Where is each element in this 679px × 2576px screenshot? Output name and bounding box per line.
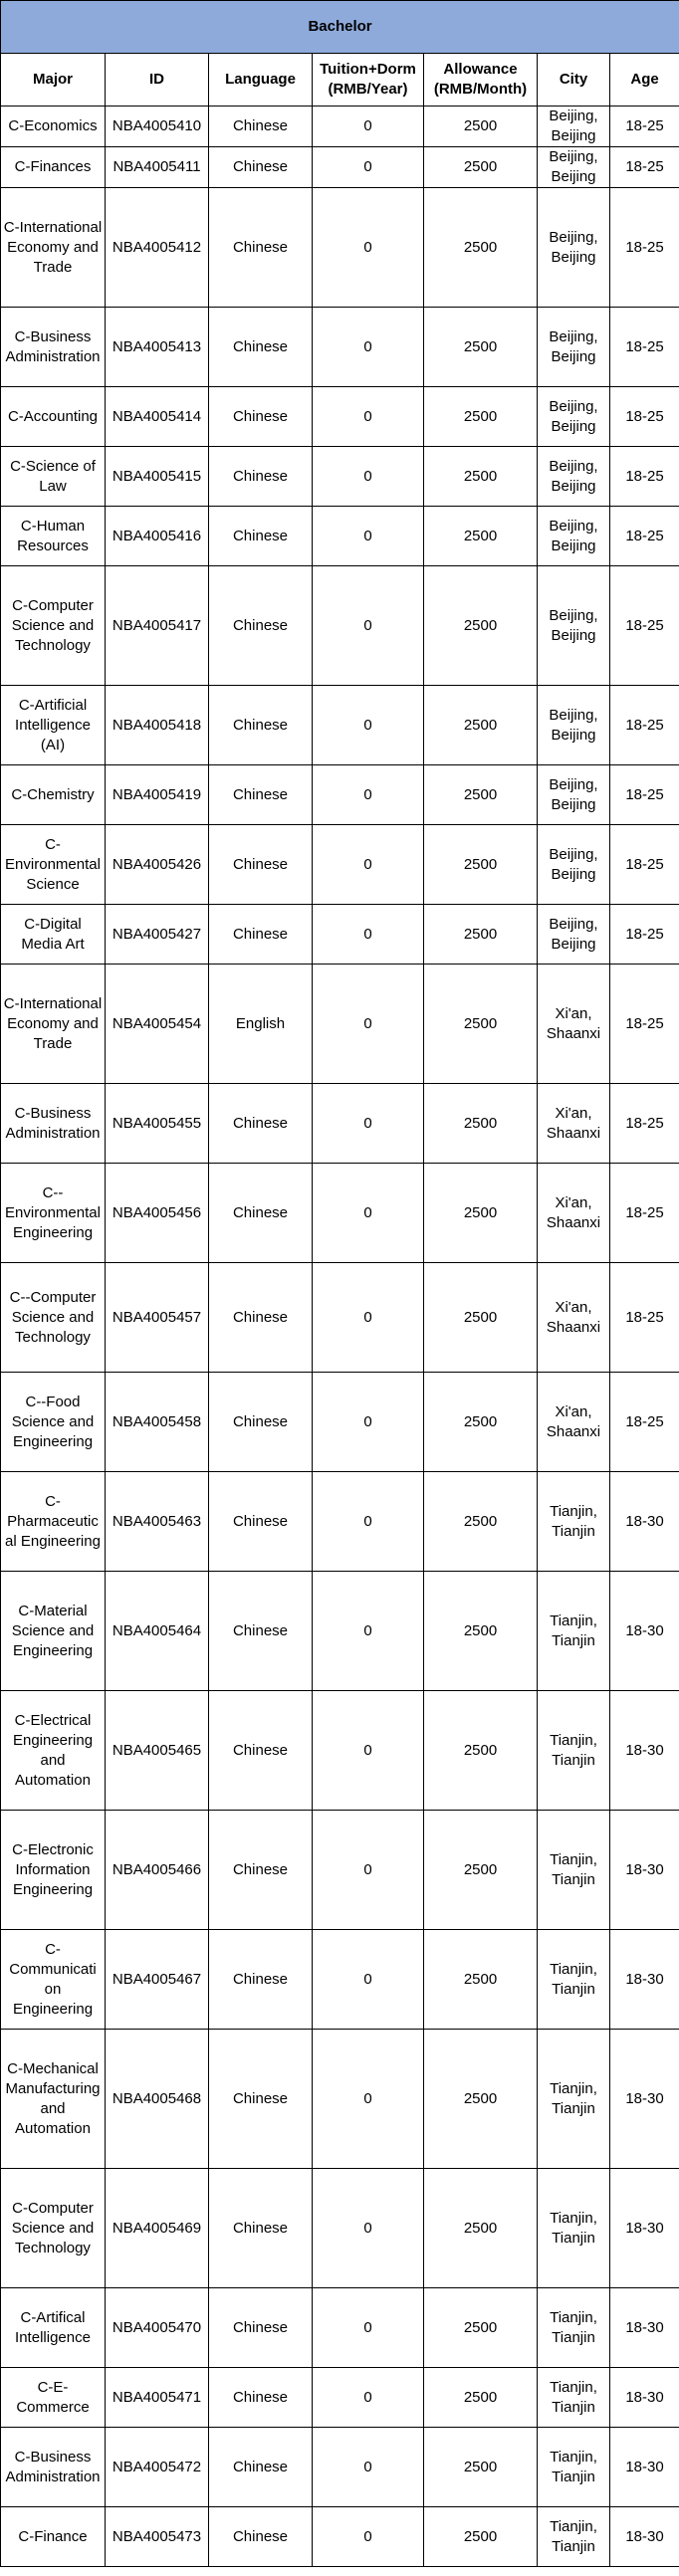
cell-city: Xi'an, Shaanxi: [538, 1164, 610, 1263]
cell-major: C- Communicati on Engineering: [1, 1930, 106, 2030]
cell-age: 18-25: [610, 566, 679, 686]
cell-id: NBA4005458: [106, 1373, 209, 1472]
cell-city: Tianjin, Tianjin: [538, 1691, 610, 1811]
cell-age: 18-25: [610, 1164, 679, 1263]
title-row: [1, 1, 679, 54]
cell-allowance: 2500: [424, 507, 538, 566]
cell-city: Tianjin, Tianjin: [538, 2288, 610, 2368]
cell-tuition: 0: [313, 825, 424, 905]
table-row: [1, 1263, 679, 1373]
cell-allowance: 2500: [424, 2030, 538, 2169]
header-city: City: [538, 54, 610, 107]
table-row: [1, 1691, 679, 1811]
cell-allowance: 2500: [424, 447, 538, 507]
cell-tuition: 0: [313, 507, 424, 566]
cell-allowance: 2500: [424, 387, 538, 447]
table-row: [1, 2428, 679, 2507]
cell-language: Chinese: [209, 686, 313, 765]
cell-city: Xi'an, Shaanxi: [538, 1263, 610, 1373]
cell-allowance: 2500: [424, 2288, 538, 2368]
cell-major: C-E- Commerce: [1, 2368, 106, 2428]
cell-major: C-Chemistry: [1, 765, 106, 825]
cell-age: 18-25: [610, 107, 679, 147]
cell-allowance: 2500: [424, 1373, 538, 1472]
cell-major: C-Finances: [1, 147, 106, 188]
table-row: [1, 2368, 679, 2428]
cell-id: NBA4005410: [106, 107, 209, 147]
cell-city: Tianjin, Tianjin: [538, 1811, 610, 1930]
table-row: [1, 2288, 679, 2368]
cell-age: 18-25: [610, 387, 679, 447]
cell-age: 18-30: [610, 2368, 679, 2428]
cell-major: C-Material Science and Engineering: [1, 1572, 106, 1691]
cell-city: Beijing, Beijing: [538, 308, 610, 387]
cell-language: Chinese: [209, 1084, 313, 1164]
cell-city: Tianjin, Tianjin: [538, 1930, 610, 2030]
cell-id: NBA4005414: [106, 387, 209, 447]
cell-id: NBA4005454: [106, 965, 209, 1084]
cell-city: Beijing, Beijing: [538, 905, 610, 965]
cell-allowance: 2500: [424, 566, 538, 686]
cell-id: NBA4005419: [106, 765, 209, 825]
cell-id: NBA4005417: [106, 566, 209, 686]
cell-language: Chinese: [209, 825, 313, 905]
cell-tuition: 0: [313, 686, 424, 765]
cell-allowance: 2500: [424, 107, 538, 147]
cell-age: 18-25: [610, 905, 679, 965]
cell-major: C- Environmental Science: [1, 825, 106, 905]
cell-tuition: 0: [313, 107, 424, 147]
cell-id: NBA4005472: [106, 2428, 209, 2507]
cell-city: Tianjin, Tianjin: [538, 2368, 610, 2428]
cell-language: Chinese: [209, 905, 313, 965]
cell-id: NBA4005463: [106, 1472, 209, 1572]
cell-allowance: 2500: [424, 1263, 538, 1373]
cell-age: 18-25: [610, 825, 679, 905]
cell-city: Beijing, Beijing: [538, 387, 610, 447]
table-row: [1, 387, 679, 447]
cell-language: Chinese: [209, 387, 313, 447]
table-title: Bachelor: [1, 1, 679, 54]
cell-major: C-International Economy and Trade: [1, 188, 106, 308]
cell-major: C-Artifical Intelligence: [1, 2288, 106, 2368]
table-row: [1, 308, 679, 387]
cell-id: NBA4005469: [106, 2169, 209, 2288]
cell-id: NBA4005473: [106, 2507, 209, 2567]
cell-city: Tianjin, Tianjin: [538, 2030, 610, 2169]
cell-allowance: 2500: [424, 308, 538, 387]
cell-allowance: 2500: [424, 1691, 538, 1811]
cell-tuition: 0: [313, 2507, 424, 2567]
cell-age: 18-25: [610, 147, 679, 188]
cell-city: Beijing, Beijing: [538, 507, 610, 566]
cell-city: Beijing, Beijing: [538, 447, 610, 507]
cell-major: C--Computer Science and Technology: [1, 1263, 106, 1373]
cell-city: Xi'an, Shaanxi: [538, 965, 610, 1084]
cell-city: Beijing, Beijing: [538, 188, 610, 308]
table-row: [1, 2507, 679, 2567]
cell-age: 18-30: [610, 2428, 679, 2507]
cell-id: NBA4005464: [106, 1572, 209, 1691]
cell-id: NBA4005467: [106, 1930, 209, 2030]
cell-city: Tianjin, Tianjin: [538, 2428, 610, 2507]
cell-tuition: 0: [313, 965, 424, 1084]
cell-language: Chinese: [209, 1691, 313, 1811]
table-body: [1, 107, 679, 2567]
cell-major: C-Finance: [1, 2507, 106, 2567]
cell-tuition: 0: [313, 2288, 424, 2368]
cell-city: Beijing, Beijing: [538, 765, 610, 825]
cell-age: 18-30: [610, 2507, 679, 2567]
cell-major: C-Economics: [1, 107, 106, 147]
cell-id: NBA4005418: [106, 686, 209, 765]
cell-tuition: 0: [313, 1930, 424, 2030]
cell-allowance: 2500: [424, 2428, 538, 2507]
cell-city: Beijing, Beijing: [538, 686, 610, 765]
cell-age: 18-30: [610, 2030, 679, 2169]
table-row: [1, 1930, 679, 2030]
cell-id: NBA4005470: [106, 2288, 209, 2368]
table-row: [1, 107, 679, 147]
cell-age: 18-30: [610, 2169, 679, 2288]
header-id: ID: [106, 54, 209, 107]
cell-language: Chinese: [209, 507, 313, 566]
cell-id: NBA4005465: [106, 1691, 209, 1811]
cell-id: NBA4005415: [106, 447, 209, 507]
cell-allowance: 2500: [424, 2169, 538, 2288]
cell-major: C-Science of Law: [1, 447, 106, 507]
cell-age: 18-30: [610, 1811, 679, 1930]
cell-tuition: 0: [313, 905, 424, 965]
cell-tuition: 0: [313, 2428, 424, 2507]
header-major: Major: [1, 54, 106, 107]
cell-major: C-Electrical Engineering and Automation: [1, 1691, 106, 1811]
cell-language: Chinese: [209, 2030, 313, 2169]
cell-language: Chinese: [209, 2507, 313, 2567]
cell-id: NBA4005468: [106, 2030, 209, 2169]
table-row: [1, 1472, 679, 1572]
header-tuition: Tuition+Dorm (RMB/Year): [313, 54, 424, 107]
table-row: [1, 825, 679, 905]
cell-age: 18-25: [610, 447, 679, 507]
cell-language: Chinese: [209, 2288, 313, 2368]
cell-language: Chinese: [209, 1811, 313, 1930]
table-row: [1, 965, 679, 1084]
cell-city: Tianjin, Tianjin: [538, 1472, 610, 1572]
cell-age: 18-25: [610, 188, 679, 308]
cell-language: Chinese: [209, 447, 313, 507]
cell-language: English: [209, 965, 313, 1084]
cell-language: Chinese: [209, 147, 313, 188]
cell-tuition: 0: [313, 387, 424, 447]
header-language: Language: [209, 54, 313, 107]
cell-id: NBA4005471: [106, 2368, 209, 2428]
table-row: [1, 147, 679, 188]
table-row: [1, 447, 679, 507]
cell-city: Xi'an, Shaanxi: [538, 1373, 610, 1472]
cell-language: Chinese: [209, 2428, 313, 2507]
cell-id: NBA4005456: [106, 1164, 209, 1263]
cell-age: 18-25: [610, 308, 679, 387]
cell-allowance: 2500: [424, 1472, 538, 1572]
table-row: [1, 1164, 679, 1263]
cell-allowance: 2500: [424, 1084, 538, 1164]
cell-id: NBA4005455: [106, 1084, 209, 1164]
cell-age: 18-30: [610, 1930, 679, 2030]
cell-tuition: 0: [313, 2368, 424, 2428]
cell-allowance: 2500: [424, 905, 538, 965]
cell-language: Chinese: [209, 1930, 313, 2030]
cell-allowance: 2500: [424, 1572, 538, 1691]
table-row: [1, 188, 679, 308]
cell-allowance: 2500: [424, 1930, 538, 2030]
cell-allowance: 2500: [424, 188, 538, 308]
cell-id: NBA4005466: [106, 1811, 209, 1930]
cell-language: Chinese: [209, 188, 313, 308]
cell-tuition: 0: [313, 1691, 424, 1811]
cell-city: Tianjin, Tianjin: [538, 2169, 610, 2288]
cell-city: Beijing, Beijing: [538, 825, 610, 905]
table-row: [1, 905, 679, 965]
cell-age: 18-25: [610, 686, 679, 765]
table-row: [1, 2030, 679, 2169]
cell-tuition: 0: [313, 447, 424, 507]
cell-city: Beijing, Beijing: [538, 147, 610, 188]
header-age: Age: [610, 54, 679, 107]
cell-age: 18-30: [610, 2288, 679, 2368]
cell-city: Beijing, Beijing: [538, 566, 610, 686]
header-row: [1, 54, 679, 107]
cell-age: 18-30: [610, 1472, 679, 1572]
cell-age: 18-25: [610, 765, 679, 825]
cell-tuition: 0: [313, 147, 424, 188]
cell-language: Chinese: [209, 308, 313, 387]
cell-allowance: 2500: [424, 1164, 538, 1263]
cell-major: C-Business Administration: [1, 308, 106, 387]
cell-age: 18-30: [610, 1691, 679, 1811]
cell-major: C-Digital Media Art: [1, 905, 106, 965]
cell-allowance: 2500: [424, 147, 538, 188]
cell-tuition: 0: [313, 1811, 424, 1930]
cell-tuition: 0: [313, 1263, 424, 1373]
table-row: [1, 765, 679, 825]
cell-age: 18-25: [610, 1084, 679, 1164]
cell-allowance: 2500: [424, 1811, 538, 1930]
cell-allowance: 2500: [424, 2368, 538, 2428]
cell-id: NBA4005412: [106, 188, 209, 308]
cell-allowance: 2500: [424, 765, 538, 825]
cell-major: C-Electronic Information Engineering: [1, 1811, 106, 1930]
cell-id: NBA4005427: [106, 905, 209, 965]
cell-language: Chinese: [209, 1164, 313, 1263]
cell-major: C-Artificial Intelligence (AI): [1, 686, 106, 765]
cell-id: NBA4005426: [106, 825, 209, 905]
table-row: [1, 686, 679, 765]
cell-tuition: 0: [313, 1472, 424, 1572]
cell-age: 18-25: [610, 1373, 679, 1472]
cell-language: Chinese: [209, 1373, 313, 1472]
cell-major: C-Human Resources: [1, 507, 106, 566]
cell-major: C- Pharmaceutic al Engineering: [1, 1472, 106, 1572]
cell-age: 18-25: [610, 507, 679, 566]
table-row: [1, 1084, 679, 1164]
cell-major: C-Computer Science and Technology: [1, 2169, 106, 2288]
cell-tuition: 0: [313, 765, 424, 825]
cell-city: Tianjin, Tianjin: [538, 1572, 610, 1691]
cell-allowance: 2500: [424, 686, 538, 765]
table-row: [1, 1572, 679, 1691]
cell-language: Chinese: [209, 1263, 313, 1373]
cell-major: C-Mechanical Manufacturing and Automation: [1, 2030, 106, 2169]
cell-tuition: 0: [313, 1572, 424, 1691]
cell-language: Chinese: [209, 765, 313, 825]
cell-major: C-Business Administration: [1, 1084, 106, 1164]
cell-major: C-- Environmental Engineering: [1, 1164, 106, 1263]
cell-tuition: 0: [313, 188, 424, 308]
cell-id: NBA4005411: [106, 147, 209, 188]
cell-city: Tianjin, Tianjin: [538, 2507, 610, 2567]
table-row: [1, 566, 679, 686]
table-row: [1, 1811, 679, 1930]
table-row: [1, 1373, 679, 1472]
cell-allowance: 2500: [424, 825, 538, 905]
header-allowance: Allowance (RMB/Month): [424, 54, 538, 107]
cell-language: Chinese: [209, 566, 313, 686]
cell-language: Chinese: [209, 1572, 313, 1691]
cell-major: C-Computer Science and Technology: [1, 566, 106, 686]
cell-age: 18-25: [610, 1263, 679, 1373]
cell-age: 18-30: [610, 1572, 679, 1691]
cell-allowance: 2500: [424, 2507, 538, 2567]
cell-allowance: 2500: [424, 965, 538, 1084]
cell-age: 18-25: [610, 965, 679, 1084]
cell-tuition: 0: [313, 1164, 424, 1263]
cell-tuition: 0: [313, 1084, 424, 1164]
cell-id: NBA4005413: [106, 308, 209, 387]
cell-tuition: 0: [313, 2169, 424, 2288]
cell-language: Chinese: [209, 2169, 313, 2288]
cell-city: Xi'an, Shaanxi: [538, 1084, 610, 1164]
table-row: [1, 2169, 679, 2288]
cell-major: C-International Economy and Trade: [1, 965, 106, 1084]
cell-major: C-Accounting: [1, 387, 106, 447]
cell-tuition: 0: [313, 1373, 424, 1472]
cell-language: Chinese: [209, 2368, 313, 2428]
cell-language: Chinese: [209, 1472, 313, 1572]
cell-tuition: 0: [313, 2030, 424, 2169]
cell-major: C--Food Science and Engineering: [1, 1373, 106, 1472]
cell-language: Chinese: [209, 107, 313, 147]
cell-major: C-Business Administration: [1, 2428, 106, 2507]
cell-tuition: 0: [313, 308, 424, 387]
cell-id: NBA4005416: [106, 507, 209, 566]
table-row: [1, 507, 679, 566]
cell-tuition: 0: [313, 566, 424, 686]
cell-city: Beijing, Beijing: [538, 107, 610, 147]
cell-id: NBA4005457: [106, 1263, 209, 1373]
